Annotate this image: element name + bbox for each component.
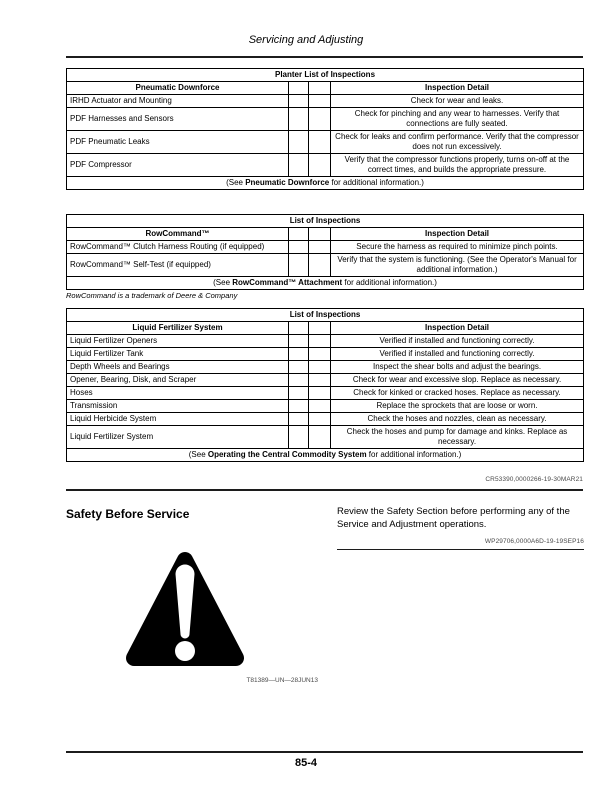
inspection-detail-cell: Inspect the shear bolts and adjust the bearings. [331, 361, 584, 374]
inspection-item-cell: PDF Pneumatic Leaks [67, 131, 289, 154]
column-header-item: Pneumatic Downforce [67, 82, 289, 95]
checkbox-column-header [289, 82, 309, 95]
checkbox-column-header [289, 228, 309, 241]
column-header-item: RowCommand™ [67, 228, 289, 241]
status-checkbox-cell [309, 154, 331, 177]
running-header [0, 34, 612, 46]
inspection-detail-cell: Check for leaks and confirm performance. Verify that the compressor does not run excessively. [331, 131, 584, 154]
table-title-row [67, 215, 584, 228]
inspection-detail-cell: Check the hoses and pump for damage and kinks. Replace as necessary. [331, 426, 584, 449]
trademark-note: RowCommand is a trademark of Deere & Company [66, 291, 238, 300]
see-reference-row [67, 449, 584, 462]
section-body-column [337, 506, 584, 550]
table-title-row [67, 309, 584, 322]
doc-code-safety: WP29706,0000A6D-19-19SEP16 [484, 538, 584, 546]
status-checkbox-cell [289, 95, 309, 108]
inspection-item-cell: PDF Compressor [67, 154, 289, 177]
status-checkbox-cell [289, 335, 309, 348]
status-checkbox-cell [309, 426, 331, 449]
column-header-detail: Inspection Detail [331, 228, 584, 241]
inspection-detail-cell: Check for wear and excessive slop. Replace as necessary. [331, 374, 584, 387]
section-divider-line [66, 489, 583, 491]
inspection-item-cell: Liquid Fertilizer System [67, 426, 289, 449]
checkbox-column-header [309, 82, 331, 95]
inspection-detail-cell: Verified if installed and functioning correctly. [331, 335, 584, 348]
inspection-item-cell: Opener, Bearing, Disk, and Scraper [67, 374, 289, 387]
page-number: 85-4 [294, 757, 318, 769]
status-checkbox-cell [309, 95, 331, 108]
see-reference-target: Pneumatic Downforce [245, 178, 330, 187]
status-checkbox-cell [309, 413, 331, 426]
inspection-item-cell: IRHD Actuator and Mounting [67, 95, 289, 108]
status-checkbox-cell [289, 348, 309, 361]
inspection-detail-cell: Check for kinked or cracked hoses. Replace as necessary. [331, 387, 584, 400]
inspection-detail-cell: Check for pinching and any wear to harnesses. Verify that connections are fully seated. [331, 108, 584, 131]
inspection-detail-cell: Verified if installed and functioning correctly. [331, 348, 584, 361]
table-title: Planter List of Inspections [67, 69, 584, 82]
status-checkbox-cell [309, 108, 331, 131]
status-checkbox-cell [289, 361, 309, 374]
see-reference-target: RowCommand™ Attachment [232, 278, 343, 287]
inspection-item-cell: Liquid Herbicide System [67, 413, 289, 426]
table-row [67, 108, 584, 131]
status-checkbox-cell [289, 254, 309, 277]
status-checkbox-cell [309, 254, 331, 277]
status-checkbox-cell [289, 108, 309, 131]
status-checkbox-cell [289, 426, 309, 449]
status-checkbox-cell [289, 374, 309, 387]
status-checkbox-cell [309, 387, 331, 400]
table-row [67, 361, 584, 374]
table-row [67, 335, 584, 348]
status-checkbox-cell [289, 387, 309, 400]
column-header-detail: Inspection Detail [331, 322, 584, 335]
see-prefix: (See [188, 450, 208, 459]
status-checkbox-cell [289, 400, 309, 413]
table-title: List of Inspections [67, 215, 584, 228]
inspection-item-cell: RowCommand™ Self-Test (if equipped) [67, 254, 289, 277]
inspection-detail-cell: Check for wear and leaks. [331, 95, 584, 108]
status-checkbox-cell [289, 154, 309, 177]
planter-inspections-table [66, 68, 584, 190]
status-checkbox-cell [289, 241, 309, 254]
table-row [67, 154, 584, 177]
table-row [67, 387, 584, 400]
footer-rule-line [66, 751, 583, 753]
see-prefix: (See [226, 178, 246, 187]
table-header-row [67, 228, 584, 241]
doc-code-inspections: CR53390,0000266-19-30MAR21 [485, 476, 583, 483]
inspection-item-cell: Transmission [67, 400, 289, 413]
table-title: List of Inspections [67, 309, 584, 322]
see-reference-text [67, 277, 584, 290]
table-row [67, 95, 584, 108]
table-row [67, 400, 584, 413]
inspection-detail-cell: Replace the sprockets that are loose or worn. [331, 400, 584, 413]
page-title: Servicing and Adjusting [248, 34, 364, 46]
see-suffix: for additional information.) [342, 278, 437, 287]
table-row [67, 241, 584, 254]
inspection-item-cell: Liquid Fertilizer Tank [67, 348, 289, 361]
see-reference-target: Operating the Central Commodity System [207, 450, 367, 459]
inspection-item-cell: Liquid Fertilizer Openers [67, 335, 289, 348]
header-rule-line [66, 56, 583, 58]
status-checkbox-cell [309, 241, 331, 254]
see-reference-text [67, 177, 584, 190]
checkbox-column-header [309, 322, 331, 335]
status-checkbox-cell [309, 361, 331, 374]
checkbox-column-header [309, 228, 331, 241]
inspection-detail-cell: Verify that the compressor functions properly, turns on-off at the correct times, and builds the appropriate pressure. [331, 154, 584, 177]
table-row [67, 348, 584, 361]
rowcommand-inspections-table [66, 214, 584, 290]
table-header-row [67, 322, 584, 335]
inspection-item-cell: Depth Wheels and Bearings [67, 361, 289, 374]
checkbox-column-header [289, 322, 309, 335]
see-reference-text [67, 449, 584, 462]
see-suffix: for additional information.) [366, 450, 462, 459]
see-suffix: for additional information.) [329, 178, 424, 187]
status-checkbox-cell [289, 413, 309, 426]
inspection-item-cell: RowCommand™ Clutch Harness Routing (if equipped) [67, 241, 289, 254]
inspection-detail-cell: Check the hoses and nozzles, clean as necessary. [331, 413, 584, 426]
inspection-item-cell: PDF Harnesses and Sensors [67, 108, 289, 131]
status-checkbox-cell [309, 131, 331, 154]
table-row [67, 131, 584, 154]
table-header-row [67, 82, 584, 95]
status-checkbox-cell [309, 374, 331, 387]
section-end-rule [337, 549, 584, 551]
inspection-detail-cell: Verify that the system is functioning. (See the Operator's Manual for additional information.) [331, 254, 584, 277]
status-checkbox-cell [309, 400, 331, 413]
inspection-item-cell: Hoses [67, 387, 289, 400]
see-reference-row [67, 177, 584, 190]
table-row [67, 413, 584, 426]
liquid-fertilizer-inspections-table [66, 308, 584, 462]
section-heading-safety-before-service: Safety Before Service [66, 507, 190, 521]
table-row [67, 374, 584, 387]
column-header-detail: Inspection Detail [331, 82, 584, 95]
section-body-text: Review the Safety Section before performing any of the Service and Adjustment operations. [337, 506, 570, 530]
figure-caption: T81389—UN—28JUN13 [246, 677, 318, 684]
status-checkbox-cell [309, 335, 331, 348]
warning-triangle-icon [118, 546, 252, 674]
table-row [67, 254, 584, 277]
status-checkbox-cell [309, 348, 331, 361]
column-header-item: Liquid Fertilizer System [67, 322, 289, 335]
table-title-row [67, 69, 584, 82]
inspection-detail-cell: Secure the harness as required to minimize pinch points. [331, 241, 584, 254]
table-row [67, 426, 584, 449]
status-checkbox-cell [289, 131, 309, 154]
see-prefix: (See [213, 278, 233, 287]
see-reference-row [67, 277, 584, 290]
